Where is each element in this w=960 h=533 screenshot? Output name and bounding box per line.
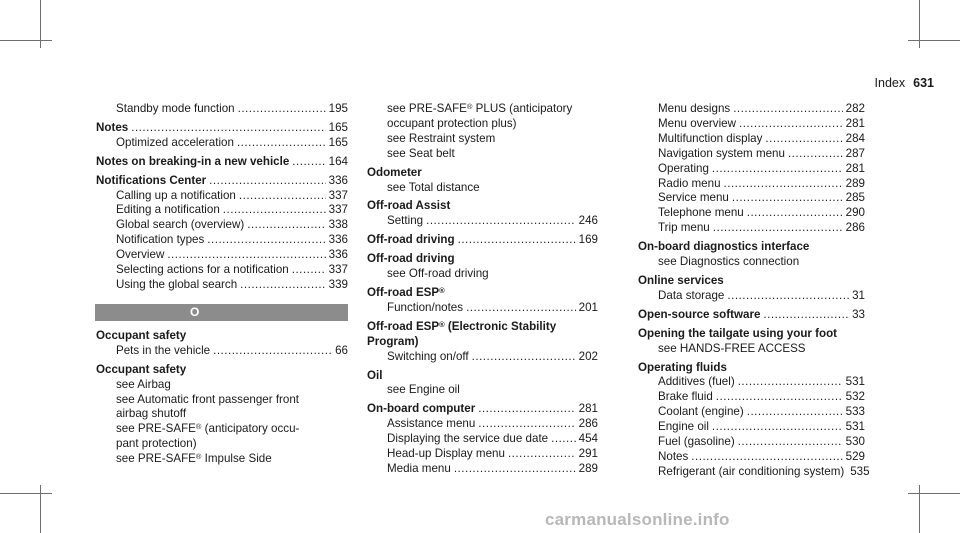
index-entry-heading: On-board diagnostics interface xyxy=(638,240,810,254)
leader-dots xyxy=(738,375,843,390)
entry-page: 33 xyxy=(852,307,865,321)
index-entry-heading xyxy=(367,286,598,301)
entry-text: Switching on/off xyxy=(387,349,469,363)
entry-page: 195 xyxy=(328,102,348,115)
entry-page: 246 xyxy=(578,214,598,228)
entry-text: Trip menu xyxy=(658,221,710,235)
entry-page: 290 xyxy=(845,206,865,220)
index-entry[interactable] xyxy=(638,177,865,192)
entry-text: Standby mode function xyxy=(116,102,235,115)
entry-text: Additives (fuel) xyxy=(658,375,735,389)
entry-page: 202 xyxy=(578,349,598,363)
leader-dots xyxy=(426,214,576,229)
entry-text: Overview xyxy=(116,248,165,262)
leader-dots xyxy=(765,132,842,147)
index-entries xyxy=(367,417,598,477)
ref-text: PLUS (anticipatory xyxy=(472,102,573,115)
entry-page: 535 xyxy=(850,464,870,478)
leader-dots xyxy=(454,462,576,477)
entry-text: Off-road driving xyxy=(367,233,455,247)
leader-dots xyxy=(240,278,325,293)
index-entry[interactable] xyxy=(96,344,348,359)
entry-page: 337 xyxy=(328,263,348,277)
entry-page: 454 xyxy=(578,432,598,446)
index-entries xyxy=(96,102,348,293)
entry-page: 287 xyxy=(845,146,865,160)
entry-text: Menu designs xyxy=(658,102,731,115)
leader-dots xyxy=(292,263,326,278)
index-entry[interactable] xyxy=(367,350,598,365)
entry-page: 164 xyxy=(328,154,348,168)
index-entry-heading: Off-road Assist xyxy=(367,199,451,213)
leader-dots xyxy=(747,405,843,420)
entry-page: 284 xyxy=(845,131,865,145)
entry-page: 282 xyxy=(845,102,865,115)
entry-text: Function/notes xyxy=(387,300,464,314)
index-entry[interactable] xyxy=(638,102,865,117)
index-entry[interactable] xyxy=(96,263,348,278)
entry-page: 165 xyxy=(328,120,348,134)
leader-dots xyxy=(712,420,843,435)
entry-text: Assistance menu xyxy=(387,417,476,431)
entry-page: 286 xyxy=(845,221,865,235)
index-entry[interactable] xyxy=(638,435,865,450)
heading-text: Off-road ESP xyxy=(367,319,440,333)
leader-dots xyxy=(727,289,849,304)
entry-page: 289 xyxy=(578,461,598,475)
entry-page: 281 xyxy=(845,116,865,130)
leader-dots xyxy=(247,218,325,233)
entry-page: 529 xyxy=(845,449,865,463)
entry-text: Menu overview xyxy=(658,116,736,130)
leader-dots xyxy=(551,432,576,447)
index-entry-heading: Odometer xyxy=(367,165,422,179)
crop-mark xyxy=(0,493,52,494)
entry-text: Engine oil xyxy=(658,420,709,434)
index-entry[interactable] xyxy=(638,147,865,162)
leader-dots xyxy=(292,155,325,170)
leader-dots xyxy=(691,450,842,465)
entry-text: Using the global search xyxy=(116,277,238,291)
entry-text: Fuel (gasoline) xyxy=(658,435,735,449)
index-entry-heading-continued: Program) xyxy=(367,334,419,348)
index-entry-heading: Opening the tailgate using your foot xyxy=(638,326,838,340)
entry-page: 337 xyxy=(328,188,348,202)
leader-dots xyxy=(207,233,325,248)
ref-text: see PRE-SAFE xyxy=(116,452,196,466)
entry-text: Selecting actions for a notification xyxy=(116,263,289,277)
entry-text: Media menu xyxy=(387,461,451,475)
index-entry-heading: Operating fluids xyxy=(638,360,727,374)
leader-dots xyxy=(738,435,843,450)
entry-text: Calling up a notification xyxy=(116,188,236,202)
entry-text: Pets in the vehicle xyxy=(116,343,211,357)
see-reference[interactable] xyxy=(96,422,348,437)
entry-page: 532 xyxy=(845,390,865,404)
index-entry[interactable] xyxy=(638,162,865,177)
entry-text: Editing a notification xyxy=(116,203,220,217)
entry-page: 337 xyxy=(328,203,348,217)
entry-page: 281 xyxy=(578,402,598,416)
entry-page: 169 xyxy=(578,233,598,247)
entry-page: 201 xyxy=(578,300,598,314)
index-entry[interactable] xyxy=(96,155,348,170)
entry-text: Optimized acceleration xyxy=(116,135,234,149)
leader-dots xyxy=(508,447,576,462)
index-entry-heading: Occupant safety xyxy=(96,328,187,342)
entry-text: Operating xyxy=(658,161,709,175)
index-entry[interactable] xyxy=(96,233,348,248)
crop-mark xyxy=(0,40,52,41)
entry-page: 531 xyxy=(845,375,865,389)
entry-text: Setting xyxy=(387,214,424,228)
index-entry[interactable] xyxy=(638,405,865,420)
entry-text: Data storage xyxy=(658,288,725,302)
index-entry[interactable] xyxy=(367,462,598,477)
entry-text: Notes xyxy=(96,120,129,134)
entry-text: Notifications Center xyxy=(96,173,207,187)
heading-text: (Electronic Stability xyxy=(444,319,557,333)
index-entry[interactable] xyxy=(367,417,598,432)
registered-mark: ® xyxy=(195,452,202,462)
entry-text: Notification types xyxy=(116,233,205,247)
see-reference-continued: occupant protection plus) xyxy=(387,116,517,130)
leader-dots xyxy=(747,206,843,221)
leader-dots xyxy=(131,121,325,136)
index-entry[interactable] xyxy=(96,218,348,233)
see-reference[interactable]: see Automatic front passenger front xyxy=(116,392,300,406)
entry-text: Notes on breaking-in a new vehicle xyxy=(96,154,290,168)
ref-text: see PRE-SAFE xyxy=(116,422,196,436)
index-entry-heading: Oil xyxy=(367,368,383,382)
index-entry[interactable] xyxy=(367,402,598,417)
see-reference[interactable]: see Seat belt xyxy=(387,146,455,160)
index-entry[interactable] xyxy=(638,308,865,323)
index-entries xyxy=(638,102,865,236)
entry-page: 165 xyxy=(328,135,348,149)
index-entry[interactable] xyxy=(96,189,348,204)
leader-dots xyxy=(478,417,575,432)
entry-text: Displaying the service due date xyxy=(387,432,549,446)
entry-text: Radio menu xyxy=(658,176,721,190)
leader-dots xyxy=(458,233,576,248)
registered-mark: ® xyxy=(195,422,202,432)
entry-page: 31 xyxy=(852,288,865,302)
see-reference[interactable]: see Off-road driving xyxy=(387,267,489,281)
index-entry[interactable] xyxy=(367,233,598,248)
index-entry[interactable] xyxy=(638,221,865,236)
leader-dots xyxy=(223,203,326,218)
index-entries xyxy=(638,375,870,479)
entry-text: Global search (overview) xyxy=(116,218,245,232)
crop-mark xyxy=(908,493,960,494)
leader-dots xyxy=(739,117,843,132)
watermark: carmanualsonline.info xyxy=(545,510,730,529)
entry-text: Notes xyxy=(658,449,689,463)
leader-dots xyxy=(239,189,326,204)
entry-text: On-board computer xyxy=(367,402,476,416)
entry-page: 289 xyxy=(845,176,865,190)
see-reference[interactable]: see Total distance xyxy=(387,180,480,194)
entry-page: 531 xyxy=(845,420,865,434)
leader-dots xyxy=(732,191,843,206)
entry-text: Brake fluid xyxy=(658,390,713,404)
leader-dots xyxy=(788,147,843,162)
entry-page: 281 xyxy=(845,161,865,175)
index-entry[interactable] xyxy=(638,375,865,390)
ref-text: Impulse Side xyxy=(201,452,272,466)
index-entry[interactable] xyxy=(367,432,598,447)
index-entry[interactable] xyxy=(96,203,348,218)
see-reference[interactable]: see Diagnostics connection xyxy=(658,255,800,269)
index-entry[interactable] xyxy=(96,248,348,263)
leader-dots xyxy=(712,162,843,177)
entry-text: Open-source software xyxy=(638,307,761,321)
index-entry[interactable] xyxy=(367,301,598,316)
see-reference-continued: airbag shutoff xyxy=(116,407,187,421)
registered-mark: ® xyxy=(439,285,445,295)
entry-page: 339 xyxy=(328,277,348,291)
registered-mark: ® xyxy=(439,319,445,329)
leader-dots xyxy=(716,390,843,405)
entry-text: Service menu xyxy=(658,191,729,205)
entry-page: 530 xyxy=(845,435,865,449)
index-column-1 xyxy=(96,102,348,467)
index-column-2 xyxy=(367,102,598,477)
section-letter: O xyxy=(190,304,200,319)
index-entry[interactable] xyxy=(96,121,348,136)
index-column-3 xyxy=(638,102,870,480)
index-entry[interactable] xyxy=(638,450,865,465)
heading-text: Off-road ESP xyxy=(367,285,440,299)
leader-dots xyxy=(724,177,843,192)
header-title: Index xyxy=(874,76,906,90)
leader-dots xyxy=(713,221,843,236)
see-reference[interactable] xyxy=(367,102,598,117)
entry-page: 286 xyxy=(578,417,598,431)
registered-mark: ® xyxy=(466,102,473,111)
entry-page: 291 xyxy=(578,447,598,461)
leader-dots xyxy=(237,136,326,151)
index-entry[interactable] xyxy=(638,464,870,480)
entry-page: 338 xyxy=(328,218,348,232)
see-reference[interactable]: see Restraint system xyxy=(387,131,496,145)
leader-dots xyxy=(733,102,842,117)
index-entry[interactable] xyxy=(96,174,348,189)
entry-text: Head-up Display menu xyxy=(387,447,505,461)
index-entry[interactable] xyxy=(638,420,865,435)
page-header xyxy=(875,76,934,90)
index-entry[interactable] xyxy=(96,136,348,151)
leader-dots xyxy=(466,301,576,316)
index-entry-heading xyxy=(367,320,598,335)
index-entry-heading: Occupant safety xyxy=(96,362,187,376)
ref-text: (anticipatory occu- xyxy=(201,422,300,436)
entry-page: 66 xyxy=(335,343,348,357)
see-reference-continued: pant protection) xyxy=(116,437,197,451)
leader-dots xyxy=(472,350,576,365)
entry-page: 533 xyxy=(845,405,865,419)
page-number: 631 xyxy=(913,76,934,90)
index-entry[interactable] xyxy=(638,132,865,147)
crop-mark xyxy=(908,40,960,41)
leader-dots xyxy=(478,402,575,417)
section-letter-bar xyxy=(95,304,348,321)
see-reference[interactable]: see HANDS-FREE ACCESS xyxy=(658,341,806,355)
index-entry[interactable] xyxy=(638,289,865,304)
leader-dots xyxy=(209,174,326,189)
entry-text: Navigation system menu xyxy=(658,146,785,160)
index-entry-heading: Off-road driving xyxy=(367,252,455,266)
index-entry[interactable] xyxy=(638,191,865,206)
leader-dots xyxy=(763,308,849,323)
entry-page: 336 xyxy=(328,173,348,187)
index-entry[interactable] xyxy=(96,278,348,293)
index-entry[interactable] xyxy=(638,390,865,405)
index-entry[interactable] xyxy=(96,102,348,117)
index-entry[interactable] xyxy=(367,214,598,229)
entry-text: Multifunction display xyxy=(658,131,763,145)
see-reference[interactable] xyxy=(96,452,348,467)
entry-page: 336 xyxy=(328,248,348,262)
entry-page: 336 xyxy=(328,233,348,247)
index-entry-heading: Online services xyxy=(638,273,724,287)
index-entry[interactable] xyxy=(367,447,598,462)
entry-page: 285 xyxy=(845,191,865,205)
see-reference[interactable]: see Airbag xyxy=(116,377,171,391)
see-reference[interactable]: see Engine oil xyxy=(387,383,460,397)
index-entry[interactable] xyxy=(638,206,865,221)
leader-dots xyxy=(238,102,326,117)
entry-text: Telephone menu xyxy=(658,206,744,220)
leader-dots xyxy=(167,248,325,263)
leader-dots xyxy=(213,344,332,359)
entry-text: Refrigerant (air conditioning system) xyxy=(658,464,845,478)
ref-text: see PRE-SAFE xyxy=(387,102,467,115)
entry-text: Coolant (engine) xyxy=(658,405,744,419)
index-entry[interactable] xyxy=(638,117,865,132)
